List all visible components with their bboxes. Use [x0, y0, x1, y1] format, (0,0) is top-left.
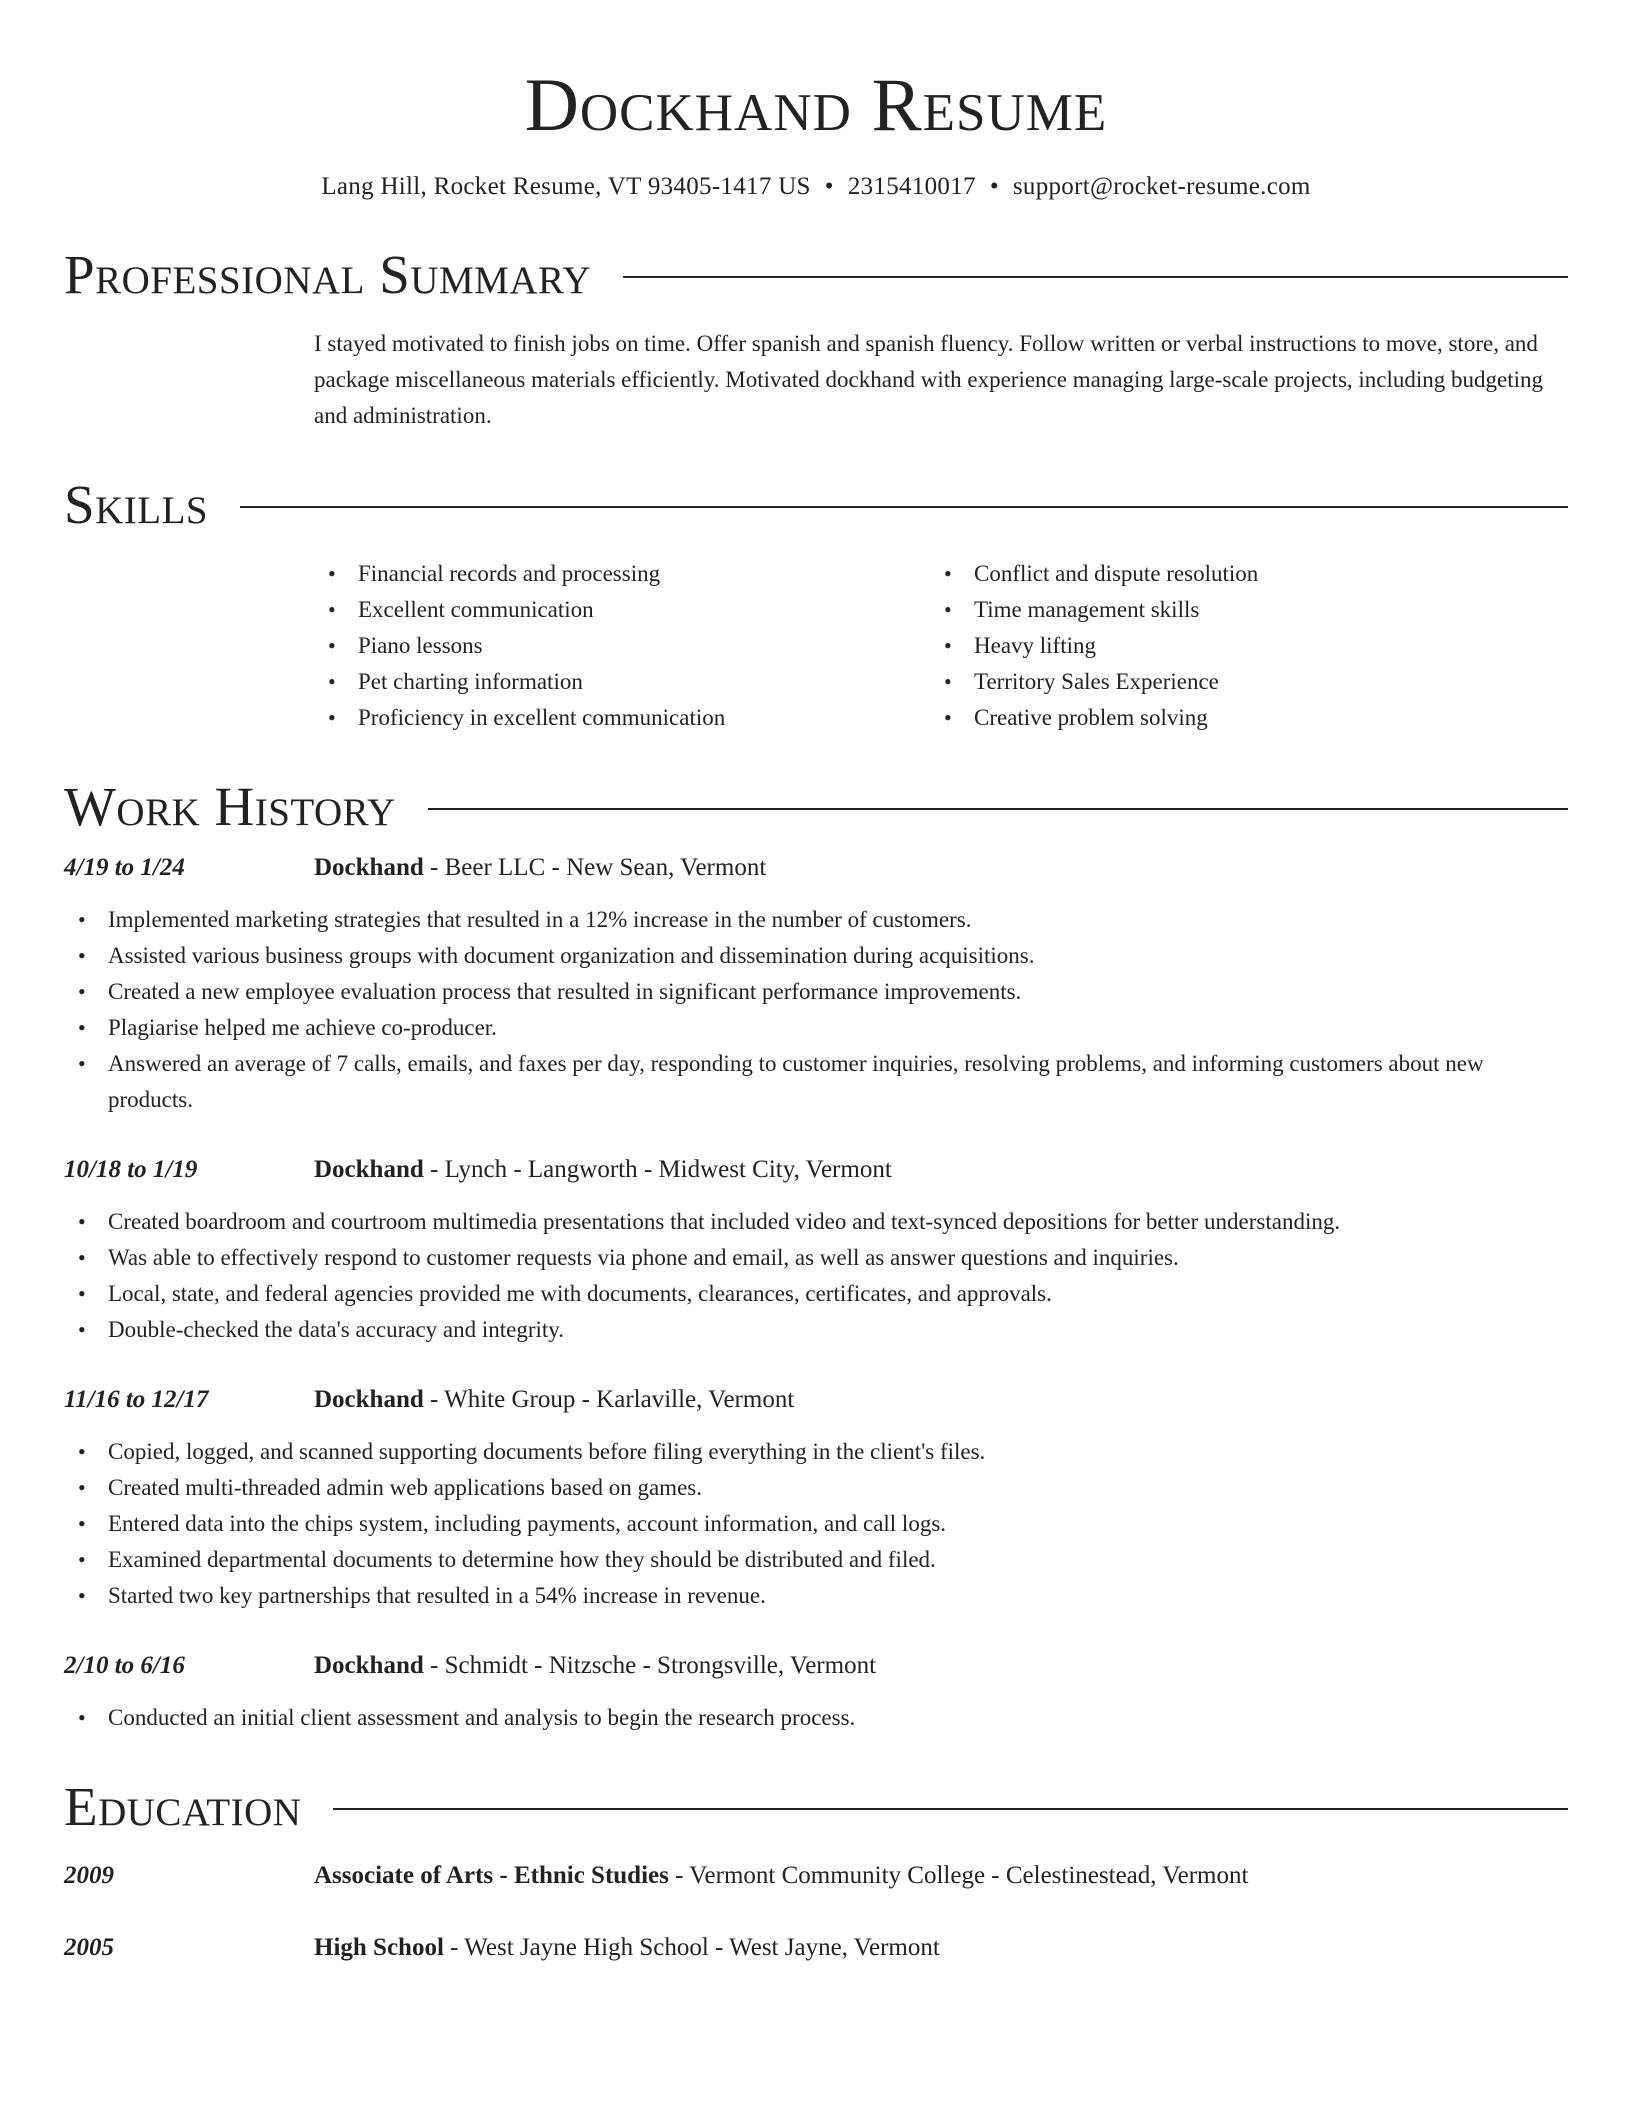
- job-bullet: • Created a new employee evaluation process that resulted in significant performance improvements.: [64, 974, 1568, 1010]
- job-title: Dockhand: [314, 1156, 424, 1183]
- job-entry: [64, 1382, 1568, 1614]
- education-degree: Associate of Arts - Ethnic Studies: [314, 1862, 669, 1889]
- summary-text: I stayed motivated to finish jobs on time. Offer spanish and spanish fluency. Follow written or verbal instructions to move, store, and package miscellaneous materials efficiently. Motivated dockhand with experience managing large-scale projects, including budgeting and administration.: [314, 331, 1544, 428]
- section-title-skills: Skills: [64, 474, 209, 535]
- job-bullets: [64, 1434, 1568, 1614]
- skill-item: • Creative problem solving: [930, 700, 1546, 736]
- section-header-education: [64, 1774, 1568, 1840]
- job-bullet: • Answered an average of 7 calls, emails, and faxes per day, responding to customer inquiries, resolving problems, and informing customers about new products.: [64, 1046, 1568, 1118]
- job-heading: [314, 850, 766, 886]
- job-bullet: • Created multi-threaded admin web applications based on games.: [64, 1470, 1568, 1506]
- education-entry: [64, 1858, 1568, 1894]
- job-bullet: • Plagiarise helped me achieve co-producer.: [64, 1010, 1568, 1046]
- section-title-summary: Professional Summary: [64, 244, 592, 305]
- job-title: Dockhand: [314, 1386, 424, 1413]
- section-title-education: Education: [64, 1776, 302, 1837]
- job-header: [64, 1648, 1568, 1684]
- job-bullet: • Implemented marketing strategies that resulted in a 12% increase in the number of customers.: [64, 902, 1568, 938]
- education-details: - Vermont Community College - Celestinestead, Vermont: [668, 1862, 1249, 1889]
- job-entry: [64, 1152, 1568, 1348]
- skill-item: • Conflict and dispute resolution: [930, 556, 1546, 592]
- job-heading: [314, 1152, 892, 1188]
- job-bullet: • Assisted various business groups with document organization and dissemination during acquisitions.: [64, 938, 1568, 974]
- job-title: Dockhand: [314, 854, 424, 881]
- education-year: 2005: [64, 1934, 114, 1961]
- job-heading: [314, 1648, 876, 1684]
- section-header-skills: [64, 472, 1568, 538]
- job-dates: 10/18 to 1/19: [64, 1156, 198, 1183]
- job-bullet: • Local, state, and federal agencies provided me with documents, clearances, certificates, and approvals.: [64, 1276, 1568, 1312]
- job-header: [64, 850, 1568, 886]
- job-bullet: • Conducted an initial client assessment and analysis to begin the research process.: [64, 1700, 1568, 1736]
- job-details: - Beer LLC - New Sean, Vermont: [423, 854, 767, 881]
- job-bullet: • Copied, logged, and scanned supporting documents before filing everything in the client's files.: [64, 1434, 1568, 1470]
- contact-address: Lang Hill, Rocket Resume, VT 93405-1417 US: [321, 173, 811, 200]
- section-divider: [428, 808, 1568, 810]
- job-entry: [64, 1648, 1568, 1736]
- job-bullet: • Double-checked the data's accuracy and integrity.: [64, 1312, 1568, 1348]
- skill-item: • Heavy lifting: [930, 628, 1546, 664]
- education-year: 2009: [64, 1862, 114, 1889]
- section-divider: [333, 1808, 1568, 1810]
- section-title-work: Work History: [64, 776, 396, 837]
- skills-list: [314, 556, 1568, 736]
- job-bullet: • Entered data into the chips system, including payments, account information, and call logs.: [64, 1506, 1568, 1542]
- skill-item: • Proficiency in excellent communication: [314, 700, 930, 736]
- job-bullet: • Started two key partnerships that resulted in a 54% increase in revenue.: [64, 1578, 1568, 1614]
- job-header: [64, 1382, 1568, 1418]
- job-bullets: [64, 902, 1568, 1118]
- job-dates: 4/19 to 1/24: [64, 854, 185, 881]
- skill-item: • Territory Sales Experience: [930, 664, 1546, 700]
- skill-item: • Financial records and processing: [314, 556, 930, 592]
- resume-title: Dockhand Resume: [524, 64, 1108, 147]
- job-dates: 11/16 to 12/17: [64, 1386, 209, 1413]
- job-bullets: [64, 1204, 1568, 1348]
- job-bullets: [64, 1700, 1568, 1736]
- contact-email: support@rocket-resume.com: [1012, 173, 1311, 200]
- job-bullet: • Examined departmental documents to determine how they should be distributed and filed.: [64, 1542, 1568, 1578]
- education-entry: [64, 1930, 1568, 1966]
- skill-item: • Piano lessons: [314, 628, 930, 664]
- job-header: [64, 1152, 1568, 1188]
- section-divider: [240, 506, 1568, 508]
- section-header-summary: [64, 242, 1568, 308]
- contact-separator: •: [824, 173, 834, 200]
- skill-item: • Excellent communication: [314, 592, 930, 628]
- education-degree: High School: [314, 1934, 444, 1961]
- job-details: - Lynch - Langworth - Midwest City, Vermont: [423, 1156, 892, 1183]
- job-bullet: • Was able to effectively respond to customer requests via phone and email, as well as answer questions and inquiries.: [64, 1240, 1568, 1276]
- job-details: - Schmidt - Nitzsche - Strongsville, Vermont: [423, 1652, 877, 1679]
- job-heading: [314, 1382, 794, 1418]
- job-title: Dockhand: [314, 1652, 424, 1679]
- skills-column-left: [314, 556, 930, 736]
- skill-item: • Pet charting information: [314, 664, 930, 700]
- education-heading: [314, 1858, 1248, 1894]
- skill-item: • Time management skills: [930, 592, 1546, 628]
- section-divider: [623, 276, 1568, 278]
- contact-line: [64, 170, 1568, 204]
- job-bullet: • Created boardroom and courtroom multimedia presentations that included video and text-synced depositions for better understanding.: [64, 1204, 1568, 1240]
- section-header-work: [64, 774, 1568, 840]
- contact-separator: •: [989, 173, 999, 200]
- education-heading: [314, 1930, 940, 1966]
- skills-column-right: [930, 556, 1546, 736]
- job-entry: [64, 850, 1568, 1118]
- education-details: - West Jayne High School - West Jayne, Vermont: [443, 1934, 940, 1961]
- job-details: - White Group - Karlaville, Vermont: [423, 1386, 795, 1413]
- contact-phone: 2315410017: [847, 173, 976, 200]
- job-dates: 2/10 to 6/16: [64, 1652, 185, 1679]
